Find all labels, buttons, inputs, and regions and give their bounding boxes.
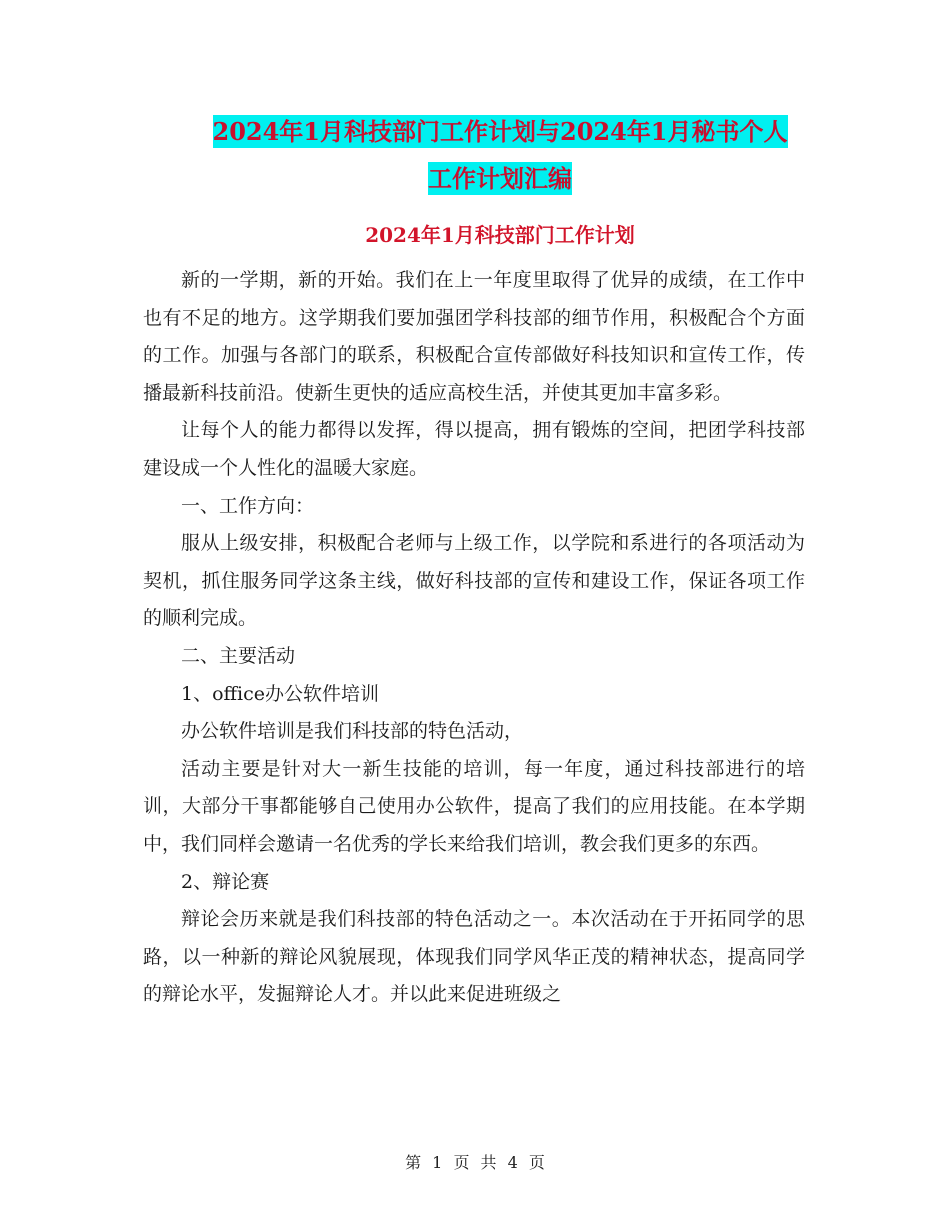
heading-office-training: 1、office办公软件培训	[181, 682, 379, 705]
document-title-line-1: 2024年1月科技部门工作计划与2024年1月秘书个人	[212, 117, 788, 146]
paragraph: 辩论会历来就是我们科技部的特色活动之一。本次活动在于开拓同学的思路，以一种新的辩论风貌展现，体现我们同学风华正茂的精神状态，提高同学的辩论水平，发掘辩论人才。并以此来促进班级之	[143, 908, 805, 1006]
document-title	[150, 108, 850, 202]
paragraph: 办公软件培训是我们科技部的特色活动，	[181, 720, 524, 743]
section-title: 2024年1月科技部门工作计划	[365, 223, 635, 247]
paragraph: 服从上级安排，积极配合老师与上级工作，以学院和系进行的各项活动为契机，抓住服务同学这条主线，做好科技部的宣传和建设工作，保证各项工作的顺利完成。	[143, 532, 805, 630]
document-body	[143, 262, 805, 1014]
heading-work-direction: 一、工作方向：	[181, 494, 315, 517]
heading-main-activities: 二、主要活动	[181, 644, 296, 667]
paragraph: 活动主要是针对大一新生技能的培训，每一年度，通过科技部进行的培训，大部分干事都能够自己使用办公软件，提高了我们的应用技能。在本学期中，我们同样会邀请一名优秀的学长来给我们培训，教会我们更多的东西。	[143, 757, 805, 855]
paragraph: 让每个人的能力都得以发挥，得以提高，拥有锻炼的空间，把团学科技部建设成一个人性化的温暖大家庭。	[143, 419, 805, 479]
heading-debate: 2、辩论赛	[181, 870, 270, 893]
document-title-line-2: 工作计划汇编	[428, 164, 572, 193]
page-number-footer: 第 1 页 共 4 页	[405, 1153, 545, 1172]
paragraph: 新的一学期，新的开始。我们在上一年度里取得了优异的成绩，在工作中也有不足的地方。这学期我们要加强团学科技部的细节作用，积极配合个方面的工作。加强与各部门的联系，积极配合宣传部做好科技知识和宣传工作，传播最新科技前沿。使新生更快的适应高校生活，并使其更加丰富多彩。	[143, 269, 805, 404]
